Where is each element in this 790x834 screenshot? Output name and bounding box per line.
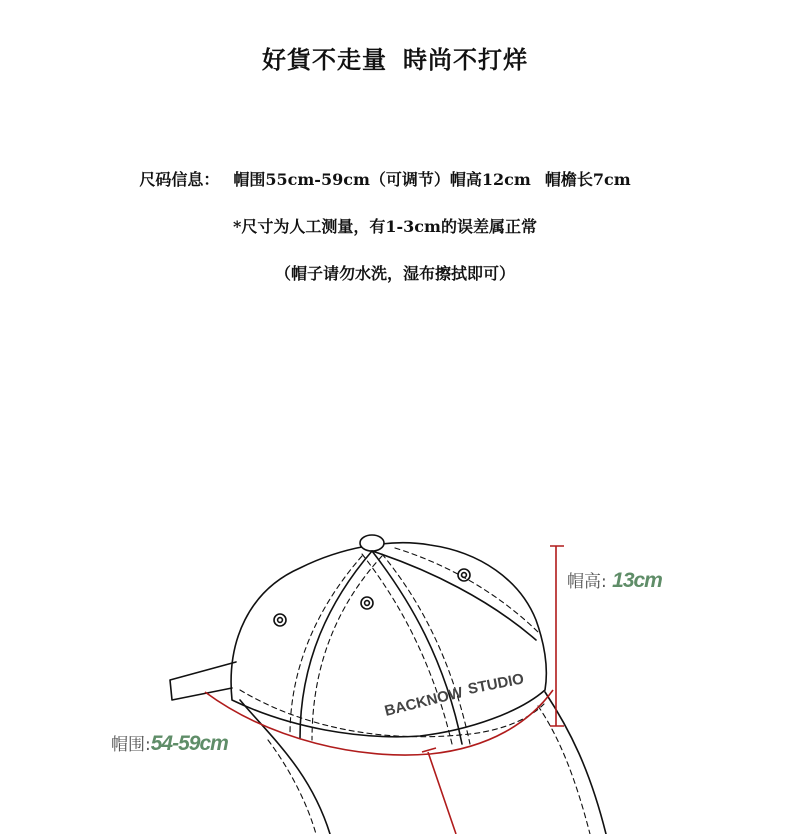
cap-eyelets: [274, 569, 470, 626]
cap-height-measure: [567, 567, 662, 593]
brand-word-1: BACKNOW: [382, 684, 465, 720]
brand-word-2: STUDIO: [466, 670, 526, 698]
measurement-note: *尺寸为人工测量，有1-3cm的误差属正常: [233, 217, 537, 236]
cap-height-label: 帽高:: [567, 572, 607, 592]
cap-circumference-label: 帽围:: [111, 735, 151, 755]
headline-part-1: 好貨不走量: [262, 46, 387, 74]
brim-measure-line: [422, 748, 456, 834]
size-info-label: 尺码信息：: [139, 170, 220, 189]
size-info-circumference: 帽围55cm-59cm（可调节）帽高12cm: [233, 170, 531, 189]
cap-height-value: 13cm: [612, 569, 662, 592]
cap-circumference-measure: [111, 730, 228, 756]
care-instruction: （帽子请勿水洗，湿布擦拭即可）: [274, 264, 515, 283]
size-info-brim: 帽檐长7cm: [544, 170, 631, 189]
cap-button: [360, 535, 384, 551]
cap-strap: [170, 662, 236, 700]
cap-circumference-value: 54-59cm: [150, 732, 228, 755]
height-measure-line: [550, 546, 564, 726]
headline-part-2: 時尚不打烊: [403, 46, 528, 74]
